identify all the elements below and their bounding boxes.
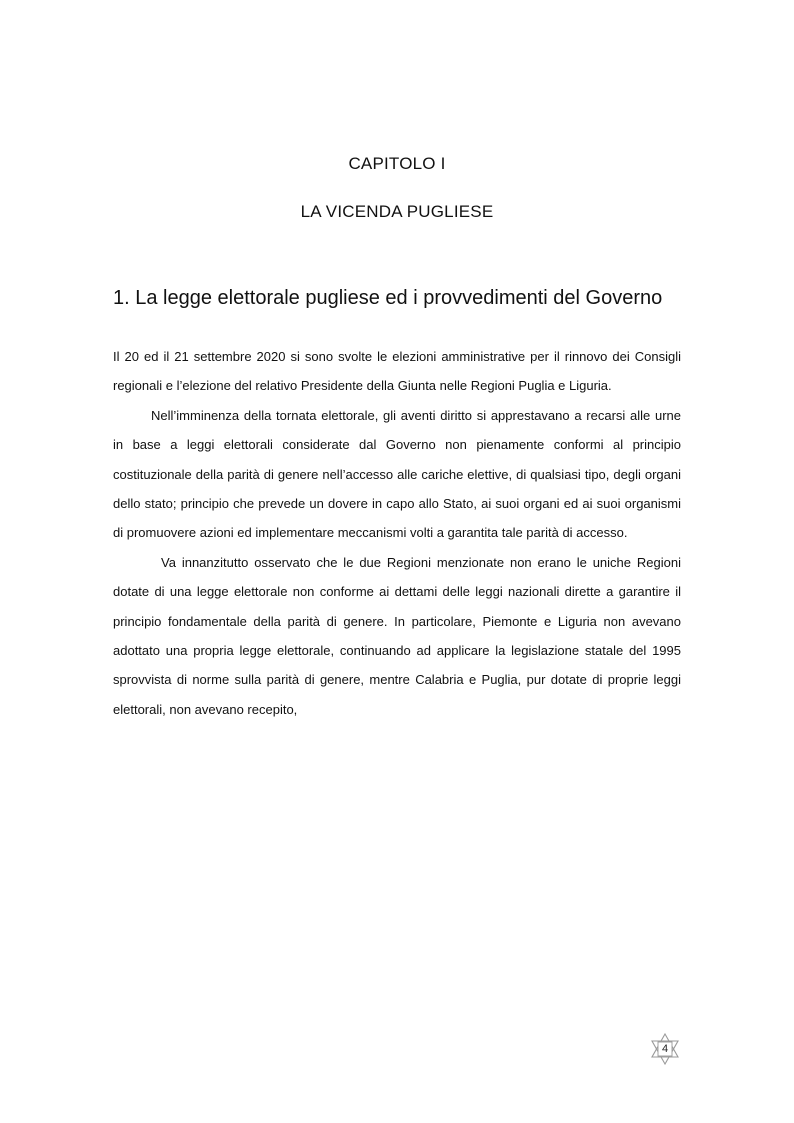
chapter-label: CAPITOLO I bbox=[348, 154, 446, 173]
page-number-ornament bbox=[648, 1032, 682, 1066]
body-text bbox=[113, 342, 681, 724]
paragraph-3: Va innanzitutto osservato che le due Regioni menzionate non erano le uniche Regioni dotate di una legge elettorale non conforme ai dettami delle leggi nazionali dirette a garantire il principio fondamentale della parità di genere. In particolare, Piemonte e Liguria non avevano adottato una propria legge elettorale, continuando ad applicare la legislazione statale del 1995 sprovvista di norme sulla parità di genere, mentre Calabria e Puglia, pur dotate di proprie leggi elettorali, non avevano recepito, bbox=[113, 554, 681, 717]
chapter-title: LA VICENDA PUGLIESE bbox=[300, 202, 494, 221]
paragraph-1: Il 20 ed il 21 settembre 2020 si sono svolte le elezioni amministrative per il rinnovo dei Consigli regionali e l’elezione del relativo Presidente della Giunta nelle Regioni Puglia e Liguria. bbox=[113, 349, 681, 394]
section-heading: 1. La legge elettorale pugliese ed i provvedimenti del Governo bbox=[113, 287, 663, 309]
page-number: 4 bbox=[661, 1043, 669, 1055]
paragraph-2: Nell’imminenza della tornata elettorale, gli aventi diritto si apprestavano a recarsi alle urne in base a leggi elettorali considerate dal Governo non pienamente conformi al principio costituzionale della parità di genere nell’accesso alle cariche elettive, di qualsiasi tipo, degli organi dello stato; principio che prevede un dovere in capo allo Stato, ai suoi organi ed ai suoi organismi di promuovere azioni ed implementare meccanismi volti a garantita tale parità di accesso. bbox=[113, 407, 681, 541]
